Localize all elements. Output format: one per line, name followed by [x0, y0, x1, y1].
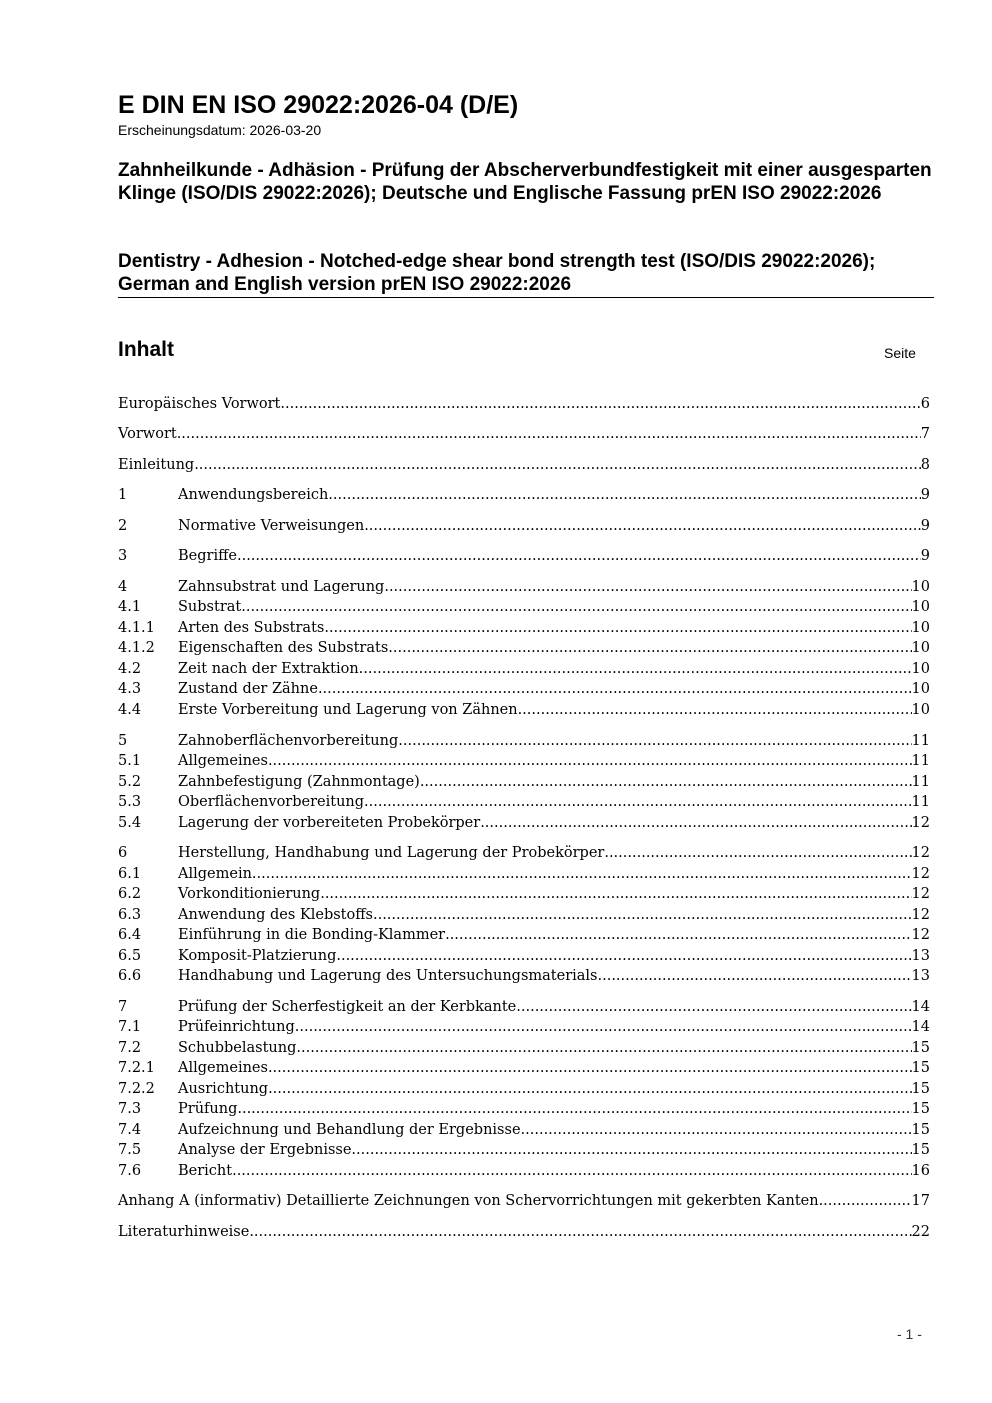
toc-leader [445, 925, 911, 945]
toc-entry[interactable] [118, 1038, 930, 1058]
toc-leader [604, 843, 911, 863]
toc-entry-page: 10 [911, 661, 930, 677]
toc-entry-title: Zeit nach der Extraktion [178, 661, 359, 677]
toc-entry-number: 7.2.1 [118, 1060, 155, 1076]
publication-date: Erscheinungsdatum: 2026-03-20 [118, 122, 322, 138]
toc-entry-page: 15 [911, 1040, 930, 1056]
toc-leader [194, 455, 921, 475]
toc-entry-number: 6.5 [118, 948, 142, 964]
toc-entry-number: 4.2 [118, 661, 142, 677]
toc-leader [237, 546, 921, 566]
toc-entry-page: 14 [911, 999, 930, 1015]
toc-leader [364, 792, 912, 812]
toc-leader [296, 1038, 911, 1058]
toc-leader [819, 1191, 912, 1211]
toc-entry-page: 12 [911, 907, 930, 923]
toc-entry-title: Substrat [178, 599, 242, 615]
toc-entry[interactable] [118, 455, 930, 475]
toc-entry-title: Handhabung und Lagerung des Untersuchungsmaterials [178, 968, 598, 984]
toc-leader [177, 424, 921, 444]
toc-entry[interactable] [118, 700, 930, 720]
toc-entry[interactable] [118, 966, 930, 986]
toc-leader [388, 638, 911, 658]
toc-entry-title: Schubbelastung [178, 1040, 297, 1056]
document-id: E DIN EN ISO 29022:2026-04 (D/E) [118, 91, 519, 119]
toc-entry-number: 5.2 [118, 774, 142, 790]
toc-entry[interactable] [118, 1161, 930, 1181]
toc-entry-title: Europäisches Vorwort [118, 396, 281, 412]
toc-entry-page: 10 [911, 599, 930, 615]
toc-leader [280, 394, 920, 414]
toc-entry-title: Allgemeines [178, 1060, 268, 1076]
toc-entry-page: 22 [911, 1224, 930, 1240]
toc-entry-number: 7 [118, 999, 128, 1015]
toc-entry[interactable] [118, 905, 930, 925]
toc-entry-number: 7.5 [118, 1142, 142, 1158]
toc-entry[interactable] [118, 546, 930, 566]
toc-entry-number: 6 [118, 845, 128, 861]
toc-entry[interactable] [118, 1222, 930, 1242]
toc-entry[interactable] [118, 1191, 930, 1211]
toc-leader [384, 577, 911, 597]
toc-entry-title: Zustand der Zähne [178, 681, 318, 697]
toc-entry[interactable] [118, 925, 930, 945]
toc-leader [241, 597, 911, 617]
toc-entry[interactable] [118, 1058, 930, 1078]
toc-leader [249, 1222, 911, 1242]
toc-entry[interactable] [118, 485, 930, 505]
toc-entry-number: 7.2.2 [118, 1081, 155, 1097]
toc-entry-page: 12 [911, 886, 930, 902]
toc-entry-title: Eigenschaften des Substrats [178, 640, 389, 656]
toc-entry[interactable] [118, 394, 930, 414]
toc-entry[interactable] [118, 1140, 930, 1160]
toc-entry-title: Begriffe [178, 548, 237, 564]
toc-entry-title: Anwendung des Klebstoffs [178, 907, 373, 923]
toc-entry[interactable] [118, 424, 930, 444]
toc-entry-page: 12 [911, 927, 930, 943]
toc-leader [521, 1120, 912, 1140]
toc-entry-title: Anhang A (informativ) Detaillierte Zeichnungen von Schervorrichtungen mit gekerbten Kanten [118, 1193, 819, 1209]
toc-entry[interactable] [118, 1079, 930, 1099]
toc-entry-page: 9 [920, 518, 930, 534]
toc-entry-number: 3 [118, 548, 128, 564]
toc-entry[interactable] [118, 946, 930, 966]
toc-entry-number: 5 [118, 733, 128, 749]
toc-entry[interactable] [118, 1017, 930, 1037]
toc-entry-page: 15 [911, 1081, 930, 1097]
toc-entry-title: Prüfung [178, 1101, 238, 1117]
toc-entry[interactable] [118, 772, 930, 792]
toc-entry-number: 4 [118, 579, 128, 595]
toc-leader [318, 679, 912, 699]
toc-entry[interactable] [118, 884, 930, 904]
toc-leader [320, 884, 911, 904]
toc-entry-page: 16 [911, 1163, 930, 1179]
toc-entry-title: Zahnoberflächenvorbereitung [178, 733, 399, 749]
toc-entry-title: Allgemeines [178, 753, 268, 769]
toc-leader [268, 1058, 912, 1078]
toc-entry[interactable] [118, 659, 930, 679]
toc-leader [328, 485, 920, 505]
toc-leader [324, 618, 911, 638]
toc-leader [336, 946, 911, 966]
toc-entry[interactable] [118, 997, 930, 1017]
toc-entry[interactable] [118, 731, 930, 751]
toc-entry-page: 7 [920, 426, 930, 442]
toc-entry[interactable] [118, 843, 930, 863]
toc-entry-page: 13 [911, 948, 930, 964]
toc-entry-title: Ausrichtung [178, 1081, 269, 1097]
toc-entry-page: 11 [911, 733, 930, 749]
toc-entry-title: Lagerung der vorbereiteten Probekörper [178, 815, 481, 831]
toc-entry[interactable] [118, 864, 930, 884]
toc-entry[interactable] [118, 516, 930, 536]
toc-entry-number: 4.1.2 [118, 640, 155, 656]
toc-entry-page: 6 [920, 396, 930, 412]
toc-leader [598, 966, 912, 986]
toc-entry-number: 5.3 [118, 794, 142, 810]
toc-entry-number: 7.4 [118, 1122, 142, 1138]
toc-entry-title: Arten des Substrats [178, 620, 325, 636]
toc-entry[interactable] [118, 1099, 930, 1119]
toc-entry-title: Analyse der Ergebnisse [178, 1142, 352, 1158]
toc-entry-title: Oberflächenvorbereitung [178, 794, 365, 810]
toc-entry[interactable] [118, 679, 930, 699]
toc-entry-title: Aufzeichnung und Behandlung der Ergebnisse [178, 1122, 521, 1138]
toc-entry-page: 15 [911, 1142, 930, 1158]
toc-entry-page: 11 [911, 753, 930, 769]
toc-entry-title: Herstellung, Handhabung und Lagerung der Probekörper [178, 845, 605, 861]
toc-entry-number: 2 [118, 518, 128, 534]
toc-entry-number: 6.2 [118, 886, 142, 902]
toc-entry-number: 4.4 [118, 702, 142, 718]
toc-entry[interactable] [118, 618, 930, 638]
toc-leader [480, 813, 911, 833]
toc-entry-title: Einleitung [118, 457, 195, 473]
toc-entry-page: 10 [911, 620, 930, 636]
toc-leader [268, 751, 912, 771]
toc-entry-page: 9 [920, 548, 930, 564]
toc-entry-page: 10 [911, 681, 930, 697]
toc-leader [516, 997, 911, 1017]
toc-leader [518, 700, 912, 720]
toc-entry-number: 5.4 [118, 815, 142, 831]
toc-entry-number: 7.1 [118, 1019, 142, 1035]
toc-entry-title: Normative Verweisungen [178, 518, 365, 534]
toc-entry[interactable] [118, 597, 930, 617]
toc-entry-page: 12 [911, 815, 930, 831]
toc-leader [252, 864, 912, 884]
toc-entry-title: Zahnsubstrat und Lagerung [178, 579, 385, 595]
table-of-contents [118, 0, 930, 1403]
toc-entry[interactable] [118, 751, 930, 771]
toc-leader [364, 516, 921, 536]
toc-entry-page: 15 [911, 1122, 930, 1138]
toc-entry-number: 4.1.1 [118, 620, 155, 636]
toc-entry-page: 12 [911, 845, 930, 861]
toc-entry-page: 11 [911, 774, 930, 790]
toc-entry-number: 6.3 [118, 907, 142, 923]
toc-entry-title: Allgemein [178, 866, 252, 882]
toc-entry-page: 10 [911, 579, 930, 595]
toc-entry-page: 10 [911, 702, 930, 718]
toc-entry[interactable] [118, 577, 930, 597]
page-number: - 1 - [897, 1326, 922, 1342]
toc-entry-number: 1 [118, 487, 128, 503]
toc-entry[interactable] [118, 1120, 930, 1140]
toc-entry-page: 10 [911, 640, 930, 656]
toc-entry[interactable] [118, 792, 930, 812]
toc-entry-title: Anwendungsbereich [178, 487, 329, 503]
toc-entry-page: 13 [911, 968, 930, 984]
toc-leader [237, 1099, 911, 1119]
title-german: Zahnheilkunde - Adhäsion - Prüfung der Abscherverbundfestigkeit mit einer ausgesparten Klinge (ISO/DIS 29022:2026); Deutsche und Englische Fassung prEN ISO 29022:2026 [118, 160, 932, 204]
toc-entry-title: Einführung in die Bonding-Klammer [178, 927, 446, 943]
toc-entry[interactable] [118, 638, 930, 658]
toc-entry-number: 4.1 [118, 599, 142, 615]
toc-entry-title: Prüfung der Scherfestigkeit an der Kerbkante [178, 999, 517, 1015]
toc-leader [232, 1161, 911, 1181]
toc-leader [359, 659, 912, 679]
toc-entry-title: Erste Vorbereitung und Lagerung von Zähnen [178, 702, 518, 718]
toc-entry-page: 17 [911, 1193, 930, 1209]
toc-entry-page: 12 [911, 866, 930, 882]
toc-entry-title: Zahnbefestigung (Zahnmontage) [178, 774, 420, 790]
toc-entry-number: 4.3 [118, 681, 142, 697]
toc-leader [351, 1140, 911, 1160]
toc-entry-number: 6.1 [118, 866, 142, 882]
toc-entry[interactable] [118, 813, 930, 833]
toc-entry-number: 7.2 [118, 1040, 142, 1056]
toc-leader [268, 1079, 911, 1099]
toc-entry-number: 6.4 [118, 927, 142, 943]
toc-entry-number: 7.3 [118, 1101, 142, 1117]
toc-entry-page: 15 [911, 1060, 930, 1076]
toc-entry-page: 11 [911, 794, 930, 810]
toc-leader [398, 731, 911, 751]
toc-entry-number: 6.6 [118, 968, 142, 984]
toc-heading: Inhalt [118, 338, 174, 361]
toc-entry-title: Vorwort [118, 426, 177, 442]
toc-entry-page: 8 [920, 457, 930, 473]
toc-leader [295, 1017, 912, 1037]
toc-entry-number: 5.1 [118, 753, 142, 769]
toc-entry-title: Prüfeinrichtung [178, 1019, 295, 1035]
toc-entry-page: 9 [920, 487, 930, 503]
toc-entry-page: 15 [911, 1101, 930, 1117]
toc-entry-page: 14 [911, 1019, 930, 1035]
toc-entry-title: Literaturhinweise [118, 1224, 250, 1240]
toc-entry-title: Vorkonditionierung [178, 886, 321, 902]
title-english: Dentistry - Adhesion - Notched-edge shear bond strength test (ISO/DIS 29022:2026); German and English version prEN ISO 29022:2026 [118, 251, 876, 295]
toc-entry-title: Bericht [178, 1163, 233, 1179]
toc-page-column-label: Seite [884, 345, 916, 361]
toc-leader [373, 905, 912, 925]
toc-entry-title: Komposit-Platzierung [178, 948, 337, 964]
toc-leader [420, 772, 912, 792]
toc-entry-number: 7.6 [118, 1163, 142, 1179]
